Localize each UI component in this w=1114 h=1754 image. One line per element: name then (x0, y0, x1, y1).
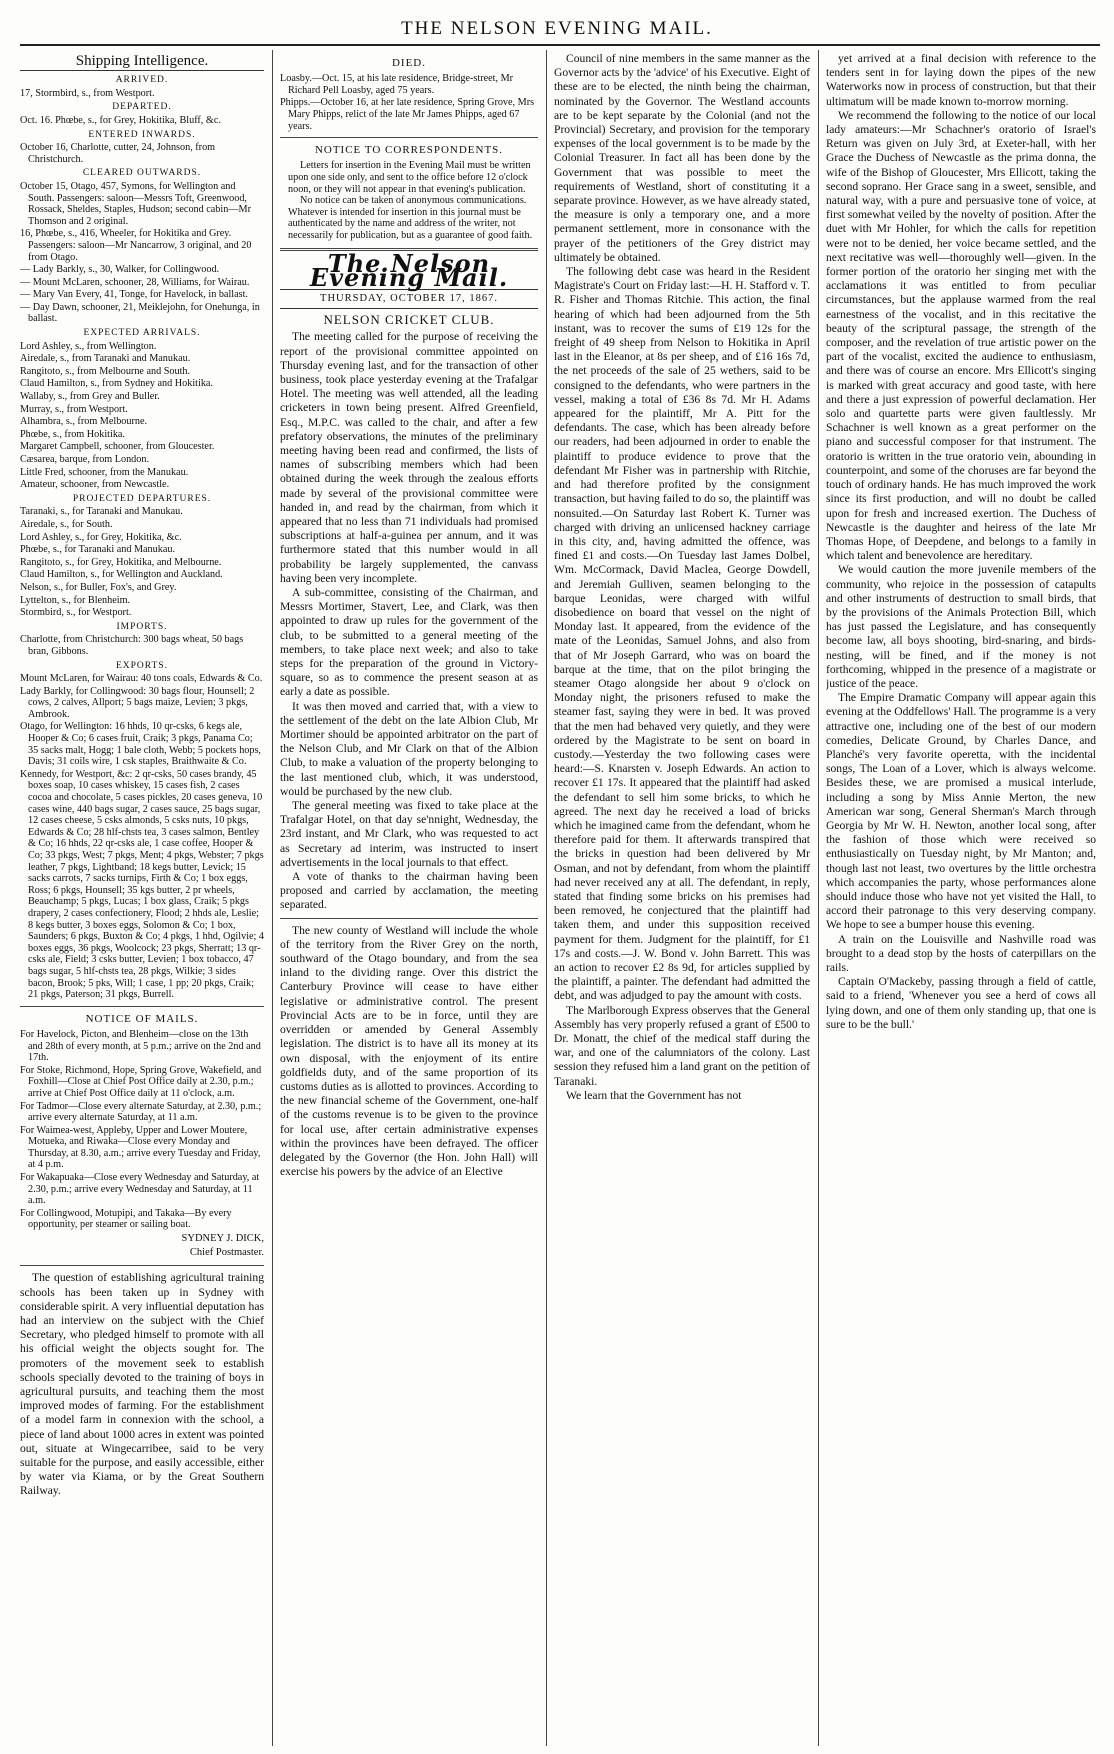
list-item: 17, Stormbird, s., from Westport. (20, 87, 155, 99)
column-rule (546, 50, 547, 1746)
paragraph: yet arrived at a final decision with reference to the tenders sent in for laying down the pipes of the new Waterworks now in process of construction, but that their ultimatum will be made known to-morrow morning. (826, 52, 1096, 108)
list-item: Oct. 16. Phœbe, s., for Grey, Hokitika, Bluff, &c. (20, 114, 221, 126)
list-item: Lord Ashley, s., for Grey, Hokitika, &c. (20, 531, 182, 543)
list-item: — Day Dawn, schooner, 21, Meiklejohn, for Onehunga, in ballast. (20, 301, 260, 325)
list-item: Rangitoto, s., for Grey, Hokitika, and Melbourne. (20, 556, 222, 568)
column-3 (554, 52, 810, 1746)
paragraph: It was then moved and carried that, with a view to the settlement of the debt on the late Albion Club, Mr Mortimer should be appointed arbitrator on the part of the Nelson Club, and Mr Clark on that of the Albion Club, to make a valuation of the property belonging to the last mentioned club, which, it was understood, would be purchased by the new club. (280, 699, 538, 798)
column-1 (20, 52, 264, 1746)
shipping-title: Shipping Intelligence. (20, 54, 264, 71)
masthead: THE NELSON EVENING MAIL. (401, 18, 713, 39)
list-item: 16, Phœbe, s., 416, Wheeler, for Hokitika and Grey. Passengers: saloon—Mr Nancarrow, 3 original, and 20 from Otago. (20, 228, 252, 263)
list-item: For Tadmor—Close every alternate Saturday, at 2.30, p.m.; arrive every alternate Saturday, at 11 a.m. (20, 1100, 262, 1124)
list-item: Charlotte, from Christchurch: 300 bags wheat, 50 bags bran, Gibbons. (20, 634, 244, 657)
list-item: Phœbe, s., for Taranaki and Manukau. (20, 544, 175, 556)
divider (280, 137, 538, 138)
list-item: Kennedy, for Westport, &c: 2 qr-csks, 50 cases brandy, 45 boxes soap, 10 cases whiskey, 15 cases fish, 2 cases cocoa and chocolate, 5 cases pickles, 20 cases geneva, 10 cases wine, 440 bags sugar, 2 cases sauce, 25 bags sugar, 12 cases cheese, 5 csks almonds, 5 csks nuts, 10 pkgs, Edwards & Co; 28 hlf-chsts tea, 3 cases salmon, Bentley & Co; 16 hhds, 22 qr-csks ale, 1 case coffee, Hooper & Co; 33 pkgs, West; 7 pkgs, Ment; 4 pkgs, Webster; 7 pkgs leather, 7 pkgs, Lightband; 18 kegs butter, Levick; 15 sacks carrots, 7 sacks turnips, Firth & Co; 1 box eggs, Ross; 6 pkgs, Hounsell; 35 kgs butter, 2 pr wheels, Beauchamp; 5 pkgs, Lucas; 1 box glass, Craik; 5 pkgs drapery, 2 cases confectionery, Flood; 2 hhds ale, Leslie; 8 kegs butter, 3 boxes eggs, Solomon & Co; 1 box, Saunders; 6 pkgs, Buxton & Co; 4 pkgs, 1 hhd, Ogilvie; 4 boxes eggs, 36 pkgs, Woolcock; 23 pkgs, Sherratt; 13 qr-csks ale, Field; 3 csks butter, Levien; 1 box tobacco, 47 bags sugar, 5 hlf-chsts tea, 28 pkgs, Wilkie; 3 sides bacon, Brook; 5 pks, Will; 1 case, 1 pp; 20 pkgs, Craik; 21 pkgs, Paterson; 31 pkgs, Burrell. (20, 768, 264, 1001)
list-item: Lady Barkly, for Collingwood: 30 bags flour, Hounsell; 2 cows, 2 calves, Allport; 5 bags maize, Levien; 3 pkgs, Ambrook. (20, 685, 255, 720)
list-item: Otago, for Wellington: 16 hhds, 10 qr-csks, 6 kegs ale, Hooper & Co; 6 cases fruit, Craik; 3 pkgs, Panama Co; 35 sacks malt, Hogg; 1 bale cloth, Webb; 5 pockets hops, Davis; 31 coils wire, 1 csk staples, Braithwaite & Co. (20, 721, 261, 768)
signature-name: SYDNEY J. DICK, (181, 1233, 264, 1245)
cleared-heading: CLEARED OUTWARDS. (82, 168, 202, 179)
cricket-article (280, 330, 538, 912)
paragraph: A vote of thanks to the chairman having been proposed and carried by acclamation, the meeting separated. (280, 870, 538, 912)
paper-title: The Nelson Evening Mail. (309, 248, 509, 292)
notice-title: NOTICE TO CORRESPONDENTS. (314, 144, 504, 157)
died-list (280, 73, 538, 132)
shipping-intelligence (20, 75, 264, 1001)
dateline: THURSDAY, OCTOBER 17, 1867. (280, 289, 538, 309)
list-item: Lyttelton, s., for Blenheim. (20, 594, 131, 606)
list-item: Phipps.—October 16, at her late residence, Spring Grove, Mrs Mary Phipps, relict of the late Mr James Phipps, aged 67 years. (280, 97, 535, 132)
paragraph: Captain O'Mackeby, passing through a field of cattle, said to a friend, 'Whenever you see a herd of cows all lying down, and one of them only standing up, that one is sure to be the bull.' (826, 975, 1096, 1031)
imports-list (20, 634, 264, 657)
agriculture-article (20, 1271, 264, 1498)
list-item: Airedale, s., from Taranaki and Manukau. (20, 353, 191, 365)
column-rule (272, 50, 273, 1746)
list-item: Rangitoto, s., from Melbourne and South. (20, 365, 191, 377)
list-item: Little Fred, schooner, from the Manukau. (20, 466, 189, 478)
exports-heading: EXPORTS. (115, 660, 169, 671)
mails-list (20, 1029, 264, 1231)
divider (20, 1006, 264, 1007)
signature-title: Chief Postmaster. (189, 1247, 264, 1259)
paragraph: Council of nine members in the same manner as the Governor acts by the 'advice' of his Executive. Eight of these are to be elected, the ninth being the chairman, nominated by the Governor. The Westland accounts are to be kept separate by the Colonial (and not the Provincial) Secretary, and provision for the temporary expenses of the local government is to be made by the Colonial Treasurer. In fact all has been done by the Government that was possible to meet the requirements of Westland, short of constituting it a separate province. However, as we have already stated, the measure is only a temporary one, and a more permanent settlement, more in consonance with the prayer of the petitioners of the Grey district may ultimately be obtained. (554, 52, 810, 264)
list-item: For Waimea-west, Appleby, Upper and Lower Moutere, Motueka, and Riwaka—Close every Monday and Thursday, at 8.30, a.m.; arrive every Tuesday and Friday, at 4 p.m. (20, 1124, 261, 1171)
list-item: Lord Ashley, s., from Wellington. (20, 340, 157, 352)
column-4-articles (826, 52, 1096, 1032)
list-item: — Mary Van Every, 41, Tonge, for Havelock, in ballast. (20, 289, 248, 301)
top-rule (20, 44, 1100, 46)
arrived-heading: ARRIVED. (115, 75, 169, 86)
list-item: October 15, Otago, 457, Symons, for Wellington and South. Passengers: saloon—Messrs Toft, Greenwood, Rossack, Sheldes, Staples, Hudson; second cabin—Mr Thomson and 2 original. (20, 180, 251, 227)
arrived-list (20, 88, 264, 100)
paragraph: We would caution the more juvenile members of the community, who rejoice in the possession of catapults and other instruments of destruction to small birds, that by the provisions of the Animals Protection Bill, which has just passed the Legislature, and has consequently become law, all boys shooting, bird-snaring, and birds-nesting, will be fined, and if the money is not forthcoming, whipped in the presence of a magistrate or justice of the peace. (826, 563, 1096, 690)
paragraph: The Marlborough Express observes that the General Assembly has very properly refused a grant of £500 to Dr. Monatt, the chief of the medical staff during the war, and one of the calumniators of the colony. Last session they refused him a land grant on the petition of Taranaki. (554, 1003, 810, 1088)
list-item: For Wakapuaka—Close every Wednesday and Saturday, at 2.30, p.m.; arrive every Wednesday and Saturday, at 11 a.m. (20, 1172, 260, 1207)
list-item: Alhambra, s., from Melbourne. (20, 416, 148, 428)
notice-paragraph: No notice can be taken of anonymous communications. Whatever is intended for insertion in this journal must be authenticated by the name and address of the writer, not necessarily for publication, but as a guarantee of good faith. (288, 195, 533, 241)
list-item: Murray, s., from Westport. (20, 403, 128, 415)
exports-list (20, 673, 264, 1001)
list-item: Airedale, s., for South. (20, 518, 113, 530)
paragraph: We learn that the Government has not (566, 1088, 742, 1102)
list-item: Cæsarea, barque, from London. (20, 454, 150, 466)
notice-body (280, 160, 538, 241)
mails-title: NOTICE OF MAILS. (85, 1012, 199, 1025)
list-item: Claud Hamilton, s., from Sydney and Hokitika. (20, 378, 213, 390)
expected-list (20, 341, 264, 491)
imports-heading: IMPORTS. (116, 621, 168, 632)
list-item: Taranaki, s., for Taranaki and Manukau. (20, 506, 183, 518)
cleared-list (20, 181, 264, 325)
entered-list (20, 142, 264, 165)
departed-heading: DEPARTED. (112, 102, 172, 113)
paragraph: The following debt case was heard in the Resident Magistrate's Court on Friday last:—H. H. Stafford v. T. R. Fisher and Thomas Ritchie. This action, the final hearing of which had been adjourned from the 5th instant, was to recover the sums of £19 12s for the freight of 49 sheep from Nelson to Hokitika in April last in the Eleanor, at 8s per sheep, and of £16 16s 7d, the net proceeds of the sale of 25 wethers, said to be consigned to the defendants, who were partners in the vessel, making a total of £36 8s 7d. Mr H. Adams appeared for the plaintiff, Mr A. Pitt for the defendants. The case, which has been already before our readers, had been adjourned in order to enable the plaintiff to produce evidence to prove that the defendant Mr Fisher was in partnership with Ritchie, and had therefore profited by the consignment transaction, but having failed to do so, the plaintiff was nonsuited.—On Saturday last Robert K. Turner was charged with driving an unlicensed hackney carriage in this city, and, having admitted the offence, was fined £1 and costs.—On Tuesday last James Dolbel, Wm. McCormack, David Maclea, George Dowdell, and Jeremiah Gulliven, seamen belonging to the barque Leonidas, were charged with wilful disobedience on board that vessel on the night of Monday last. It appeared, from the evidence of the mate of the Leonidas, Samuel Johns, and also from that of Mr Joseph Garrard, who was on board the barque at the time, that on the pilot bringing the steamer Otago alongside her about 9 o'clock on Monday night, the prisoners refused to make the steamer fast, saying they were in bed. It was proved that the men had behaved very quietly, and they were ordered by the Magistrate to be sent on board in custody.—Yesterday the two following cases were heard:—S. Knarsten v. Joseph Edwards. An action to recover £1 17s. It appeared that the plaintiff had asked the defendant to sell him some bricks, to which he agreed. The next day he received a load of bricks which he imagined came from the defendant, whom he therefore paid for them. It afterwards transpired that the bricks in question had been delivered by Mr Osman, and not by defendant, from whom the plaintiff had never received any at all. The defendant, in reply, stated that finding some bricks on his premises had been removed, he conjectured that the plaintiff had taken them, and under this supposition received payment for them. Judgment for the plaintiff, for £1 17s and costs.—J. W. Bond v. John Barrett. This was an action to recover £2 8s 9d, for articles supplied by the plaintiff, a painter. The defendant had admitted the debt, and was adjudged to pay the amount with costs. (554, 265, 810, 1003)
list-item: — Mount McLaren, schooner, 28, Williams, for Wairau. (20, 276, 250, 288)
paragraph: The general meeting was fixed to take place at the Trafalgar Hotel, on that day se'nnight, Wednesday, the 23rd instant, and Mr Clark, who was requested to act as Secretary ad interim, was instructed to insert advertisements in the local journals to that effect. (280, 799, 538, 869)
cricket-title: NELSON CRICKET CLUB. (323, 312, 495, 328)
westland-article (280, 924, 538, 1180)
list-item: Phœbe, s., from Hokitika. (20, 428, 125, 440)
paragraph: A train on the Louisville and Nashville road was brought to a dead stop by the hosts of caterpillars on the rails. (826, 932, 1096, 974)
list-item: Margaret Campbell, schooner, from Gloucester. (20, 441, 215, 453)
list-item: Loasby.—Oct. 15, at his late residence, Bridge-street, Mr Richard Pell Loasby, aged 75 years. (280, 73, 514, 96)
expected-heading: EXPECTED ARRIVALS. (83, 328, 201, 339)
notice-paragraph: Letters for insertion in the Evening Mail must be written upon one side only, and sent to the office before 12 o'clock noon, or they will not appear in that evening's publication. (288, 160, 531, 195)
list-item: Mount McLaren, for Wairau: 40 tons coals, Edwards & Co. (20, 673, 263, 685)
column-rule (818, 50, 819, 1746)
died-title: DIED. (391, 57, 427, 69)
paragraph: The Empire Dramatic Company will appear again this evening at the Oddfellows' Hall. The programme is a very attractive one, including one of the best of our modern comedies, Delicate Ground, by Charles Dance, and Planché's very favorite operetta, with the incidental songs, The Loan of a Lover, which is always welcome. Besides these, we are promised a musical interlude, including a song by Miss Annie Merton, the new American war song, General Sherman's March through Georgia by Mr W. H. Newton, another local song, after the fashion of those which were received so enthusiastically on Tuesday night, by Mr Manton; and, though last not least, two overtures by the little orchestra which accompanies the party, whose performances alone should induce those who have not yet visited the Hall, to accord their patronage to this very deserving company. We hope to see a bumper house this evening. (826, 691, 1096, 932)
list-item: Amateur, schooner, from Newcastle. (20, 479, 170, 491)
paragraph: We recommend the following to the notice of our local lady amateurs:—Mr Schachner's oratorio of Israel's Return was given on July 3rd, at Exeter-hall, with her Grace the Duchess of Newcastle as the prima donna, the wife of the Bishop of Gloucester, Mrs Ellicott, taking the second soprano. Her Grace sang in a sweet, sensible, and natural way, with a pure and persuasive tone of voice, at first somewhat veiled by the novelty of position. After the duet with Mr Hohler, for which the calls for repetition were not to be denied, her voice became settled, and the next recitative was well—thoroughly well—given. In the former portion of the oratorio her singing met with the acclamations it was entitled to from peculiar circumstances, but the applause warmed from the real earnestness of the vocalist, and in this recitative the beauty of the scriptural passage, the strength of the composer, and the revelation of true artistic power on the part of the vocalist, excited the audience to enthusiasm, and there was of course an encore. Mrs Ellicott's singing is marked with great accuracy and good taste, with here and there a just expression of powerful declamation. Her solo and quartette parts were given faultlessly. Mr Schachner is well known as a great performer on the piano and successful composer for that instrument. The oratorio is written in the true oratorio vein, abounding in counterpoint, and some of the choruses are far beyond the touch of ordinary hands. He has much improved the work since its first production, and will no doubt be called upon for fresh and increased exertion. The Duchess of Newcastle is the daughter and heiress of the late Mr Thomas Hope, of Deepdene, and belongs to a family in which talent and benevolence are hereditary. (826, 108, 1096, 563)
agriculture-text: The question of establishing agricultural training schools has been taken up in Sydney with considerable spirit. A very influential deputation has had an interview on the subject with the Chief Secretary, who pledged himself to promote with all his official weight the objects sought for. The promoters of the movement seek to establish schools specially devoted to the training of boys in agricultural pursuits, and teaching them the most improved modes of farming. For the establishment of a model farm in connexion with the school, a piece of land about 1000 acres in extent was pointed out, situate at Wingecarribee, said to be very suitable for the purpose, and easily accessible, either by water via Kiama, or by the Great Southern Railway. (20, 1271, 264, 1498)
list-item: — Lady Barkly, s., 30, Walker, for Collingwood. (20, 264, 220, 276)
westland-text: The new county of Westland will include the whole of the territory from the River Grey on the north, southward of the Otago boundary, and from the sea inland to the dividing range. Over this district the Canterbury Province will cease to have either legislative or administrative control. The present Provincial Acts are to be in force, until they are overridden or amended by General Assembly legislation. The district is to have all its money at its own disposal, with the enjoyment of its entire goldfields duty, and of the same proportion of its customs duties as is allotted to provinces. According to the new financial scheme of the Government, one-half of the customs revenue is to be given to the province for local use, after certain administrative expenses within the provinces have been defrayed. The officer delegated by the Governor (the Hon. John Hall) will exercise his powers by the advice of an Elective (280, 923, 538, 1179)
paragraph: The meeting called for the purpose of receiving the report of the provisional committee appointed on Thursday evening last, and for the transaction of other business, took place yesterday evening at the Trafalgar Hotel. The meeting was well attended, all the leading cricketers in town being present. Alfred Greenfield, Esq., M.P.C. was called to the chair, and after a few prefatory observations, the minutes of the preliminary meeting having been read and confirmed, the lists of names of subscribing members which had been obtained during the week through the zealous efforts made by several of the provisional committee were handed in, and read by the chairman, from which it appeared that no less than 71 individuals had promised subscriptions at half-a-guinea per annum, and it was furthermore stated that this number would in all probability be largely supplemented, the canvass having been very incomplete. (280, 330, 538, 585)
column-2 (280, 52, 538, 1746)
list-item: For Stoke, Richmond, Hope, Spring Grove, Wakefield, and Foxhill—Close at Chief Post Office daily at 2.30, p.m.; arrive at Chief Post Office daily at 11 o'clock, a.m. (20, 1064, 262, 1099)
list-item: October 16, Charlotte, cutter, 24, Johnson, from Christchurch. (20, 142, 216, 165)
list-item: Nelson, s., for Buller, Fox's, and Grey. (20, 581, 177, 593)
divider (20, 1265, 264, 1266)
list-item: For Collingwood, Motupipi, and Takaka—By every opportunity, per steamer or sailing boat. (20, 1207, 232, 1231)
paragraph: A sub-committee, consisting of the Chairman, and Messrs Mortimer, Stavert, Lee, and Clark, was then appointed to draw up rules for the government of the club, to be submitted to a general meeting of the members, to take place next week; and also to take steps for the preparation of the ground in Victory-square, so as to commence the present season at as early a date as possible. (280, 586, 538, 699)
departed-list (20, 115, 264, 127)
entered-heading: ENTERED INWARDS. (88, 129, 196, 140)
list-item: For Havelock, Picton, and Blenheim—close on the 13th and 28th of every month, at 5 p.m.; arrive on the 2nd and 17th. (20, 1028, 261, 1064)
list-item: Stormbird, s., for Westport. (20, 607, 132, 619)
column-4 (826, 52, 1096, 1746)
list-item: Claud Hamilton, s., for Wellington and Auckland. (20, 569, 223, 581)
column-3-articles (554, 52, 810, 1103)
list-item: Wallaby, s., from Grey and Buller. (20, 391, 160, 403)
projected-list (20, 506, 264, 618)
divider (280, 918, 538, 919)
projected-heading: PROJECTED DEPARTURES. (72, 493, 212, 504)
